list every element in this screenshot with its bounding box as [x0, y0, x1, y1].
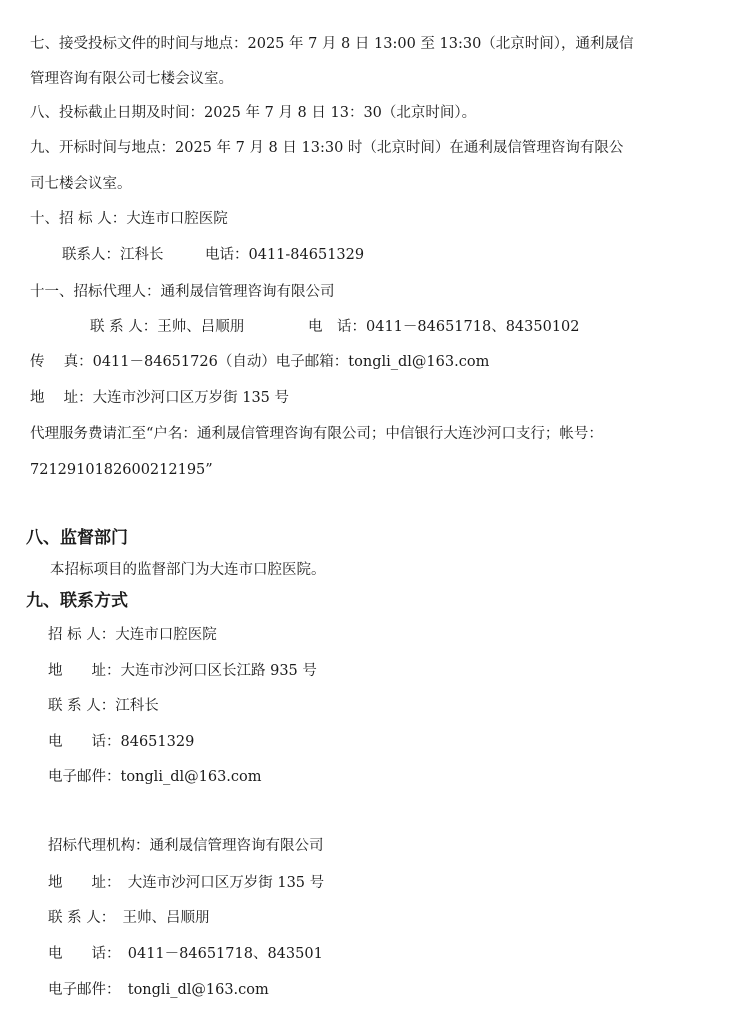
tenderer-name: 招 标 人：大连市口腔医院 — [48, 627, 217, 643]
item11-contact: 联 系 人：王帅、吕顺朋 — [90, 319, 245, 335]
item9-line1: 九、开标时间与地点：2025 年 7 月 8 日 13:30 时（北京时间）在通利晟信管理咨询有限公 — [30, 140, 624, 156]
tenderer-address: 地 址：大连市沙河口区长江路 935 号 — [48, 663, 317, 679]
item7-line2: 管理咨询有限公司七楼会议室。 — [30, 71, 233, 87]
item10-tenderer: 十、招 标 人：大连市口腔医院 — [30, 211, 228, 227]
payment-account: 7212910182600212195” — [30, 462, 213, 478]
agency-name: 招标代理机构：通利晟信管理咨询有限公司 — [48, 838, 324, 854]
item11-phone: 电 话：0411－84651718、84350102 — [308, 319, 580, 335]
section8-heading: 八、监督部门 — [26, 528, 128, 548]
agency-contact: 联 系 人： 王帅、吕顺朋 — [48, 910, 210, 926]
agency-email: 电子邮件： tongli_dl@163.com — [48, 982, 269, 998]
item11-agent: 十一、招标代理人：通利晟信管理咨询有限公司 — [30, 284, 335, 300]
item7-line1: 七、接受投标文件的时间与地点：2025 年 7 月 8 日 13:00 至 13:30（北京时间），通利晟信 — [30, 36, 634, 52]
item8-text: 八、投标截止日期及时间：2025 年 7 月 8 日 13：30（北京时间）。 — [30, 105, 477, 121]
agency-phone: 电 话： 0411－84651718、843501 — [48, 946, 323, 962]
item10-contact: 联系人：江科长 — [62, 247, 164, 263]
item10-phone: 电话：0411-84651329 — [205, 247, 365, 263]
payment-line1: 代理服务费请汇至“户名：通利晟信管理咨询有限公司；中信银行大连沙河口支行；帐号： — [30, 426, 603, 442]
section9-heading: 九、联系方式 — [26, 591, 128, 611]
item9-line2: 司七楼会议室。 — [30, 176, 132, 192]
section8-text: 本招标项目的监督部门为大连市口腔医院。 — [50, 562, 326, 578]
fax-and-email: 传 真：0411－84651726（自动）电子邮箱：tongli_dl@163.com — [30, 354, 490, 370]
agency-address: 地 址： 大连市沙河口区万岁街 135 号 — [48, 875, 325, 891]
tenderer-phone: 电 话：84651329 — [48, 734, 195, 750]
agent-address: 地 址：大连市沙河口区万岁街 135 号 — [30, 390, 290, 406]
tenderer-contact: 联 系 人：江科长 — [48, 698, 159, 714]
tenderer-email: 电子邮件：tongli_dl@163.com — [48, 769, 262, 785]
